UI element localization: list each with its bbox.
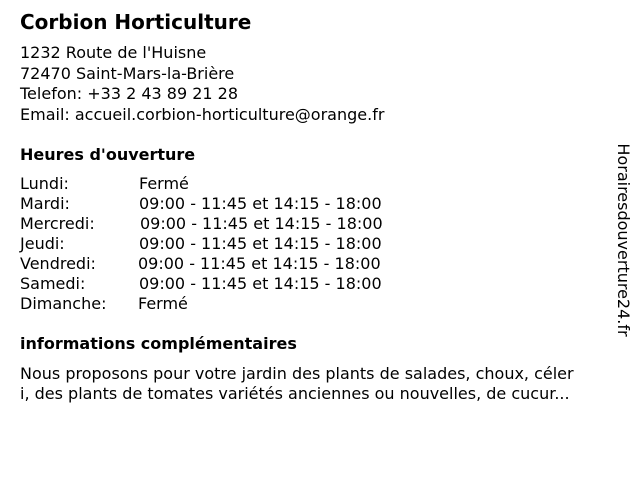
hours-time: Fermé <box>138 294 188 313</box>
hours-day: Mardi: <box>20 194 70 213</box>
hours-time: 09:00 - 11:45 et 14:15 - 18:00 <box>139 194 382 213</box>
phone-line: Telefon: +33 2 43 89 21 28 <box>20 84 239 103</box>
business-name: Corbion Horticulture <box>20 10 252 34</box>
info-description <box>20 364 620 404</box>
address-line-street: 1232 Route de l'Huisne <box>20 43 207 62</box>
info-line: Nous proposons pour votre jardin des plants de salades, choux, céler <box>20 364 574 383</box>
hours-day: Vendredi: <box>20 254 96 273</box>
info-line: i, des plants de tomates variétés anciennes ou nouvelles, de cucur... <box>20 384 570 403</box>
address-line-city: 72470 Saint-Mars-la-Brière <box>20 63 235 83</box>
contact-block <box>20 43 384 125</box>
hours-time: 09:00 - 11:45 et 14:15 - 18:00 <box>139 274 382 293</box>
email-line: Email: accueil.corbion-horticulture@orange.fr <box>20 104 385 124</box>
hours-day: Jeudi: <box>20 234 65 253</box>
hours-time: 09:00 - 11:45 et 14:15 - 18:00 <box>138 254 381 273</box>
info-heading: informations complémentaires <box>20 334 297 353</box>
hours-day: Lundi: <box>20 174 69 193</box>
hours-day: Mercredi: <box>20 214 95 233</box>
hours-day: Samedi: <box>20 274 86 293</box>
hours-time: Fermé <box>139 174 189 193</box>
hours-time: 09:00 - 11:45 et 14:15 - 18:00 <box>139 234 382 253</box>
hours-heading: Heures d'ouverture <box>20 145 196 164</box>
hours-day: Dimanche: <box>20 294 107 313</box>
site-watermark: Horairesdouverture24.fr <box>614 143 633 337</box>
hours-time: 09:00 - 11:45 et 14:15 - 18:00 <box>140 214 383 233</box>
